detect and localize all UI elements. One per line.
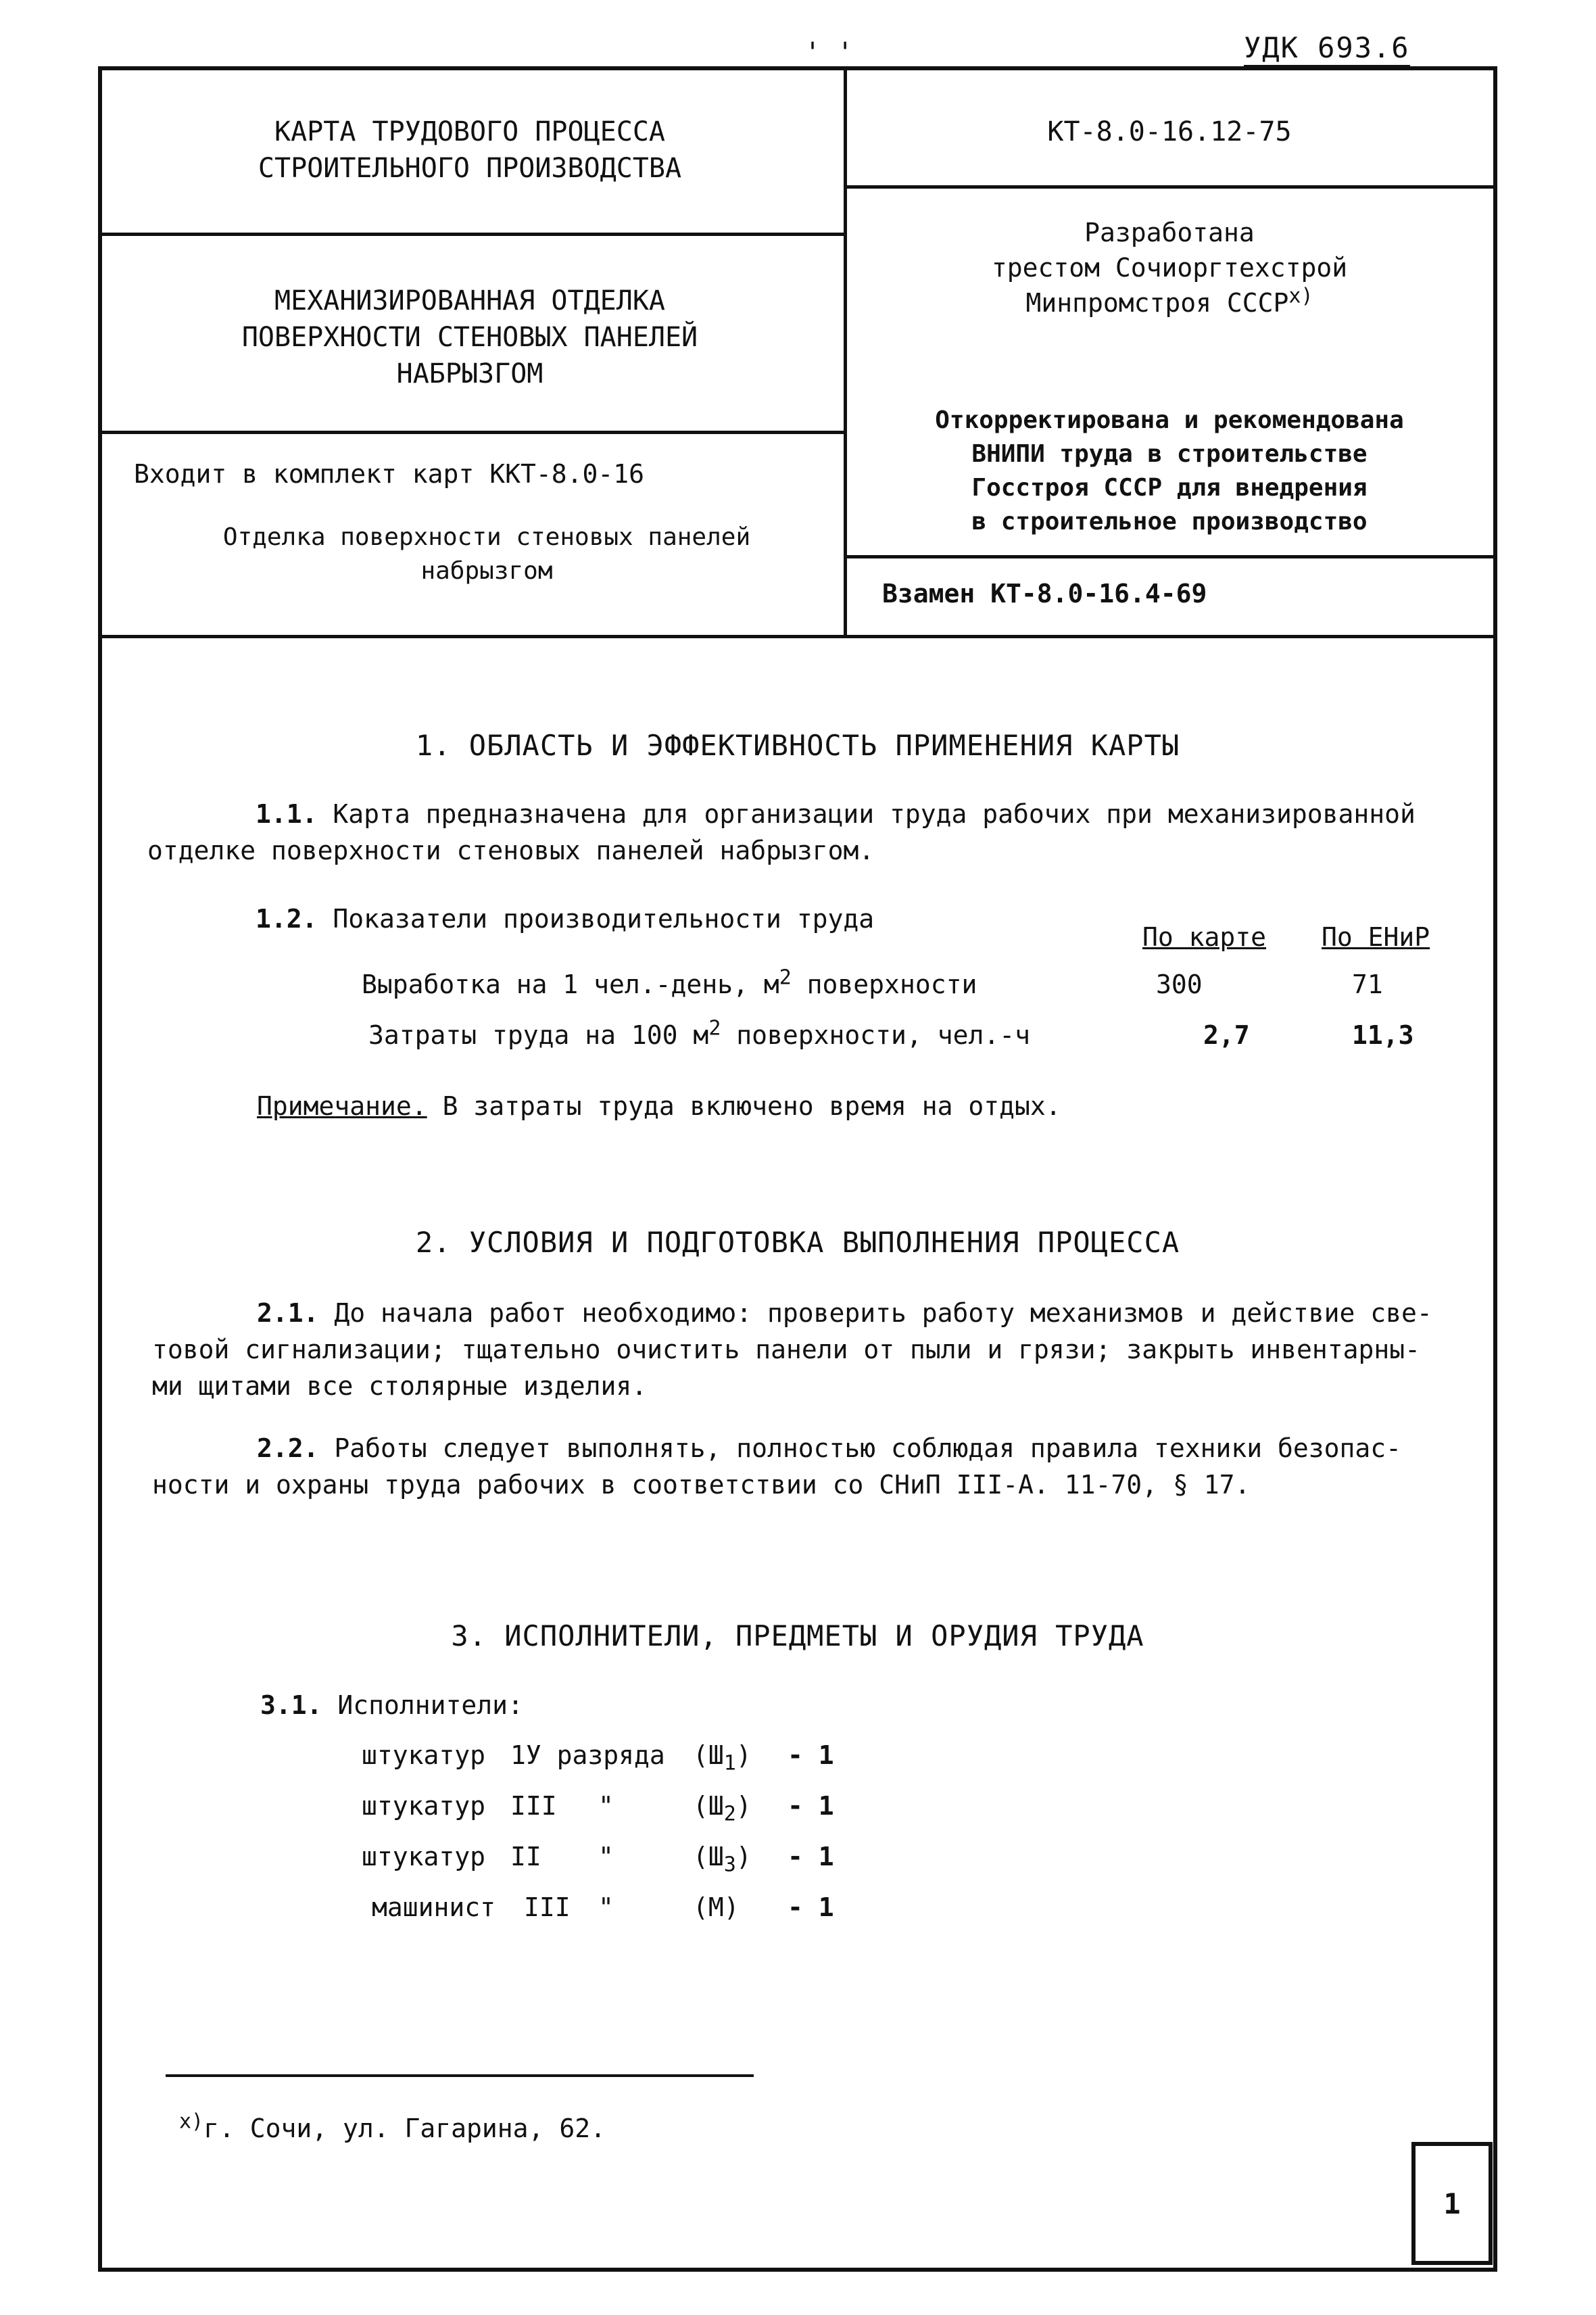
indicator-row-output — [362, 967, 1038, 1002]
paragraph-num: 1.1. — [256, 799, 318, 829]
note-label: Примечание. — [257, 1091, 427, 1121]
udk-code: УДК 693.6 — [1244, 34, 1410, 67]
paragraph-text: Работы следует выполнять, полностью соблюдая правила техники безопас- — [334, 1433, 1401, 1463]
worker-code-index: 1 — [723, 1751, 736, 1775]
footnote-ref: х) — [1288, 284, 1313, 308]
header-bottom — [102, 635, 1495, 638]
paragraph-num: 2.1. — [257, 1298, 319, 1328]
corrected-block — [845, 404, 1494, 539]
card-set-name-line: Отделка поверхности стеновых панелей — [222, 523, 751, 551]
ditto-mark: " — [598, 1892, 614, 1922]
card-title — [101, 283, 838, 392]
card-set-line: Входит в комплект карт ККТ-8.0-16 — [134, 459, 644, 489]
card-type-line: КАРТА ТРУДОВОГО ПРОЦЕССА — [274, 116, 665, 147]
worker-count: - 1 — [788, 1791, 834, 1821]
section1-p1 — [147, 796, 1459, 869]
header-divider-left-1 — [102, 233, 846, 236]
worker-count: - 1 — [788, 1842, 834, 1871]
top-mark: ' ' — [804, 37, 854, 68]
page-number: 1 — [1411, 2142, 1493, 2265]
worker-grade: III — [524, 1892, 571, 1922]
card-title-line: НАБРЫЗГОМ — [396, 358, 543, 389]
indicator-value-card: 300 — [1156, 970, 1203, 999]
worker-code-index: 3 — [723, 1853, 736, 1877]
indicator-row-labor — [368, 1018, 1112, 1053]
card-title-line: ПОВЕРХНОСТИ СТЕНОВЫХ ПАНЕЛЕЙ — [241, 322, 698, 353]
section2-title: 2. УСЛОВИЯ И ПОДГОТОВКА ВЫПОЛНЕНИЯ ПРОЦЕССА — [415, 1226, 1180, 1259]
worker-row — [362, 1839, 970, 1880]
developed-org: Минпромстроя СССР — [1025, 288, 1289, 318]
unit-exponent: 2 — [779, 965, 792, 990]
card-set-block — [134, 456, 830, 492]
paragraph-line: ности и охраны труда рабочих в соответствии со СНиП III-А. 11-70, § 17. — [152, 1470, 1251, 1500]
worker-count: - 1 — [788, 1892, 834, 1922]
indicator-label: Выработка на 1 чел.-день, м — [362, 970, 779, 999]
indicator-value-enir: 71 — [1352, 970, 1383, 999]
section1-note — [257, 1089, 1474, 1124]
corrected-line: Госстроя СССР для внедрения — [971, 474, 1368, 502]
col-header-enir: По ЕНиР — [1322, 922, 1430, 952]
paragraph-num: 2.2. — [257, 1433, 319, 1463]
worker-grade: III — [510, 1791, 557, 1821]
unit-exponent: 2 — [708, 1016, 721, 1041]
indicator-label-tail: поверхности — [806, 970, 977, 999]
worker-code: $(Ш_2)$ — [693, 1791, 752, 1826]
worker-code-index: 2 — [723, 1802, 736, 1826]
worker-name: машинист — [372, 1892, 496, 1922]
section2-p1 — [152, 1295, 1477, 1404]
worker-code-letter: Ш — [708, 1740, 724, 1770]
indicator-label-tail: поверхности, чел.-ч — [736, 1020, 1030, 1050]
paragraph-num: 3.1. — [260, 1690, 322, 1720]
worker-name: штукатур — [362, 1740, 486, 1770]
card-set-name — [149, 521, 825, 588]
header-divider-right-2 — [846, 555, 1495, 558]
paragraph-text: Показатели производительности труда — [333, 904, 875, 934]
header-divider-vertical — [844, 70, 847, 638]
developed-block — [845, 215, 1494, 320]
paragraph-text: Карта предназначена для организации труда рабочих при механизированной — [333, 799, 1416, 829]
card-code: КТ-8.0-16.12-75 — [1047, 116, 1292, 147]
developed-line: трестом Сочиоргтехстрой — [991, 253, 1348, 283]
footnote — [179, 2111, 990, 2146]
section2-p2 — [152, 1430, 1477, 1503]
paragraph-line: ми щитами все столярные изделия. — [152, 1371, 648, 1401]
paragraph-num: 1.2. — [256, 904, 318, 934]
section1-title: 1. ОБЛАСТЬ И ЭФФЕКТИВНОСТЬ ПРИМЕНЕНИЯ КАРТЫ — [415, 729, 1180, 762]
worker-name: штукатур — [362, 1842, 486, 1871]
worker-row — [362, 1738, 970, 1778]
footnote-separator — [166, 2074, 754, 2077]
developed-line: Разработана — [1084, 218, 1255, 247]
col-header-card: По карте — [1142, 922, 1267, 952]
card-title-line: МЕХАНИЗИРОВАННАЯ ОТДЕЛКА — [274, 285, 665, 316]
header-divider-right-1 — [846, 185, 1495, 189]
paragraph-line — [152, 1295, 1477, 1331]
worker-row — [372, 1890, 980, 1930]
paragraph-line: товой сигнализации; тщательно очистить панели от пыли и грязи; закрыть инвентарны- — [152, 1335, 1420, 1364]
indicator-value-card: 2,7 — [1203, 1020, 1250, 1050]
worker-code: $(Ш_1)$ — [693, 1740, 752, 1775]
note-text: В затраты труда включено время на отдых. — [442, 1091, 1061, 1121]
paragraph-line — [152, 1430, 1477, 1466]
worker-code-letter: М — [708, 1892, 724, 1922]
paragraph-line — [147, 796, 1459, 832]
worker-grade: 1У разряда — [510, 1740, 665, 1770]
paragraph-text: Исполнители: — [337, 1690, 523, 1720]
worker-code-letter: Ш — [708, 1791, 724, 1821]
page-frame — [98, 66, 1497, 2272]
header-divider-left-2 — [102, 431, 846, 434]
card-set-name-line: набрызгом — [420, 557, 553, 585]
paragraph-line: отделке поверхности стеновых панелей набрызгом. — [147, 836, 875, 865]
section3-p1 — [260, 1687, 801, 1723]
corrected-line: в строительное производство — [971, 508, 1368, 535]
worker-row — [362, 1788, 970, 1829]
ditto-mark: " — [598, 1791, 614, 1821]
card-type-block — [101, 114, 838, 187]
indicator-label: Затраты труда на 100 м — [368, 1020, 709, 1050]
footnote-mark: х) — [179, 2109, 204, 2134]
card-type-line: СТРОИТЕЛЬНОГО ПРОИЗВОДСТВА — [258, 153, 682, 184]
ditto-mark: " — [598, 1842, 614, 1871]
worker-name: штукатур — [362, 1791, 486, 1821]
corrected-line: Откорректирована и рекомендована — [935, 406, 1404, 434]
section3-title: 3. ИСПОЛНИТЕЛИ, ПРЕДМЕТЫ И ОРУДИЯ ТРУДА — [451, 1619, 1144, 1652]
paragraph-text: До начала работ необходимо: проверить работу механизмов и действие све- — [334, 1298, 1432, 1328]
section1-p2 — [256, 901, 932, 937]
replaces-line: Взамен КТ-8.0-16.4-69 — [882, 579, 1207, 608]
corrected-line: ВНИПИ труда в строительстве — [971, 440, 1368, 468]
footnote-text: г. Сочи, ул. Гагарина, 62. — [203, 2114, 606, 2143]
worker-grade: II — [510, 1842, 541, 1871]
worker-code: $(Ш_3)$ — [693, 1842, 752, 1877]
worker-count: - 1 — [788, 1740, 834, 1770]
indicator-value-enir: 11,3 — [1352, 1020, 1414, 1050]
developed-line — [845, 285, 1494, 320]
worker-code: (М) — [693, 1892, 740, 1922]
worker-code-letter: Ш — [708, 1842, 724, 1871]
